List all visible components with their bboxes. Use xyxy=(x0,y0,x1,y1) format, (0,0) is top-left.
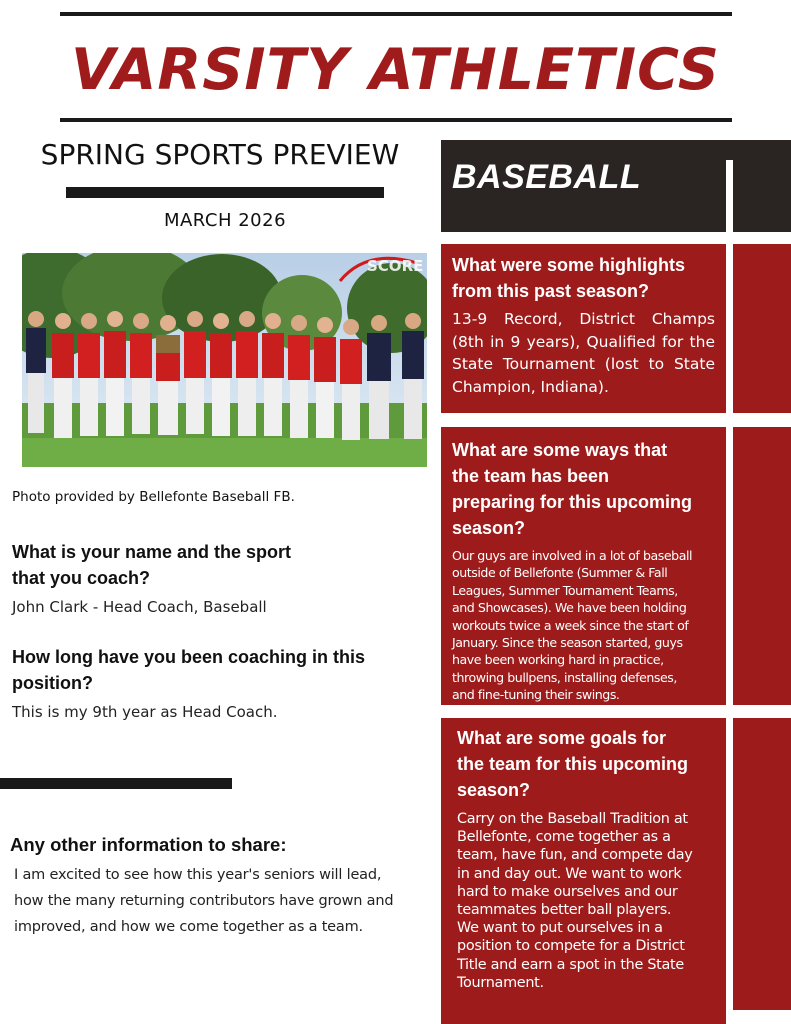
answer-line: Our guys are involved in a lot of baseball xyxy=(452,548,693,563)
preparation-box xyxy=(441,427,726,705)
question-line: preparing for this upcoming xyxy=(452,492,693,512)
answer-line: hard to make ourselves and our xyxy=(457,883,678,900)
top-rule xyxy=(60,12,732,16)
section-subtitle: SPRING SPORTS PREVIEW xyxy=(40,138,400,171)
answer-line: January. Since the season started, guys xyxy=(452,635,683,651)
answer-line: Tournament. xyxy=(457,974,544,991)
goals-side-strip xyxy=(733,718,791,1010)
highlights-answer: 13-9 Record, District Champs (8th in 9 years), Qualified for the State Tournament (lost to State Champion, Indiana). xyxy=(452,310,715,396)
question-name-sport xyxy=(12,539,412,591)
answer-line: Carry on the Baseball Tradition at xyxy=(457,811,688,827)
question-coaching-years xyxy=(12,644,412,696)
answer-line: outside of Bellefonte (Summer & Fall xyxy=(452,565,668,581)
question-line: the team for this upcoming xyxy=(457,754,689,774)
issue-date: MARCH 2026 xyxy=(163,210,287,231)
question-line: season? xyxy=(457,780,531,800)
preparation-question xyxy=(452,437,715,541)
goals-question xyxy=(457,725,710,803)
left-divider-rule xyxy=(0,778,232,789)
question-line: What were some highlights xyxy=(452,255,686,275)
score-logo: SCORE xyxy=(367,257,424,275)
answer-other-info xyxy=(14,862,419,940)
highlights-question xyxy=(452,252,715,304)
goals-box xyxy=(441,718,726,1024)
question-line: What are some ways that xyxy=(452,440,668,460)
answer-line: We want to put ourselves in a xyxy=(457,920,663,937)
photo-caption: Photo provided by Bellefonte Baseball FB. xyxy=(12,489,295,505)
question-line: How long have you been coaching in this xyxy=(12,647,366,667)
question-line: What are some goals for xyxy=(457,728,667,748)
answer-line: Leagues, Summer Tournament Teams, xyxy=(452,582,678,598)
answer-line: Bellefonte, come together as a xyxy=(457,829,671,846)
preparation-answer xyxy=(452,547,715,704)
answer-line: teammates better ball players. xyxy=(457,902,672,919)
answer-line: I am excited to see how this year's seniors will lead, xyxy=(14,867,382,883)
question-line: What is your name and the sport xyxy=(12,542,292,562)
answer-line: throwing bullpens, installing defenses, xyxy=(452,669,677,685)
sport-title-accent xyxy=(726,160,733,232)
answer-line: have been working hard in practice, xyxy=(452,652,664,668)
question-line: the team has been xyxy=(452,466,610,486)
question-line: from this past season? xyxy=(452,281,650,301)
answer-line: workouts twice a week since the start of xyxy=(452,617,689,633)
answer-line: in and day out. We want to work xyxy=(457,865,682,882)
answer-line: and Showcases). We have been holding xyxy=(452,600,687,616)
answer-line: how the many returning contributors have grown and xyxy=(14,893,394,909)
highlights-side-strip xyxy=(733,244,791,413)
answer-line: team, have fun, and compete day xyxy=(457,847,693,864)
preparation-side-strip xyxy=(733,427,791,705)
masthead-title: VARSITY ATHLETICS xyxy=(71,37,720,103)
subtitle-rule xyxy=(66,187,384,198)
highlights-box xyxy=(441,244,726,413)
answer-line: Title and earn a spot in the State xyxy=(457,956,684,973)
answer-coaching-years: This is my 9th year as Head Coach. xyxy=(12,703,278,721)
question-line: that you coach? xyxy=(12,568,151,588)
masthead-bottom-rule xyxy=(60,118,732,122)
question-other-info: Any other information to share: xyxy=(10,834,287,855)
team-photo xyxy=(22,253,427,467)
question-line: season? xyxy=(452,518,526,538)
question-line: position? xyxy=(12,673,93,693)
sport-title: BASEBALL xyxy=(452,158,642,196)
goals-answer xyxy=(457,810,710,992)
answer-line: position to compete for a District xyxy=(457,938,685,955)
answer-line: improved, and how we come together as a team. xyxy=(14,919,363,935)
answer-line: and fine-tuning their swings. xyxy=(452,687,620,703)
answer-name-sport: John Clark - Head Coach, Baseball xyxy=(12,598,267,616)
